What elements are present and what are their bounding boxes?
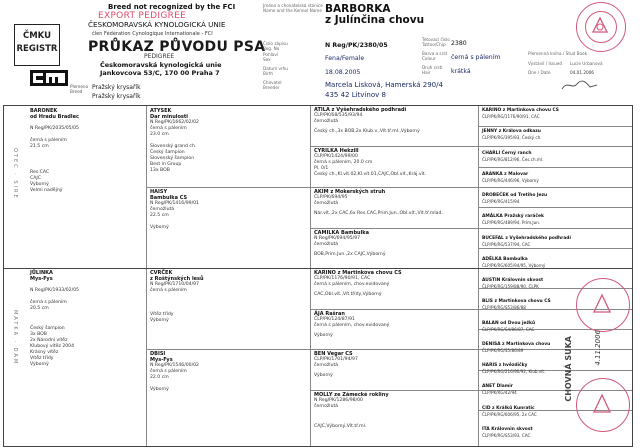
gen1-sire-kennel: od Hradu Bradlec — [30, 114, 79, 120]
issued-value: Lucie Urbanová — [570, 61, 603, 66]
gen3-5-reg: ČLP/PK/124/87/91 — [314, 317, 355, 322]
gen4-3-name: ARANKA z Malovar — [482, 171, 529, 177]
club-line-2: Jankovcova 53/C, 170 00 Praha 7 — [100, 69, 220, 77]
gen3-4-name: KARINO z Martinkova chovu CS — [314, 270, 402, 276]
gen1-dam-size: 20.5 cm — [30, 306, 49, 311]
pedigree-table — [3, 105, 633, 447]
gen4-13-name: ANET Dlamir — [482, 384, 513, 390]
gen2-2-color: černá s pálením — [150, 288, 187, 293]
gen4-11-name: DENISA z Martinkova chovu — [482, 341, 551, 347]
gen3-4-reg: ČLP/PK/1176/90/91, CAC — [314, 276, 371, 281]
gen3-2-titles: Nár.vít.,2x CAC,6x Res.CAC,Prim.Jun.,Obl.vít.,Vít.tř.mlad. — [314, 211, 443, 216]
dob-value: 18.08.2005 — [325, 69, 361, 76]
gen4-7 — [482, 257, 578, 269]
gen2-3-name: DBISI — [150, 351, 166, 357]
gen2-2-kennel: z Roštýnských lesů — [150, 276, 204, 282]
hair-value: krátká — [451, 68, 471, 75]
gen2-3-color: černá s pálením — [150, 369, 187, 374]
gen3-7-color: černožlutá — [314, 404, 339, 409]
gen4-14-reg: ČLP/PK/RG/606/95, 2x CAC — [482, 411, 537, 417]
gen3-0-name: ATILA z Vyšehradského podhradí — [314, 107, 407, 113]
gen2-3-titles: Výborný — [150, 387, 169, 392]
gen2-0-kennel: Dar minulosti — [150, 114, 189, 120]
gen4-2-name: CHARLI Černý ranch — [482, 150, 532, 156]
gen3-1-name: CYRILKA Hekzill — [314, 148, 359, 154]
gen2-sire-sire — [150, 108, 306, 174]
gen4-5-reg: ČLP/PK/RG/489/94, Prim.Jun. — [482, 220, 541, 226]
gen3-4 — [314, 270, 474, 298]
gen4-1-reg: ČLP/PK/RG/395/93, Český ch. — [482, 135, 542, 141]
issued-label: Vystavil / Issued — [528, 61, 562, 66]
gen4-6 — [482, 236, 578, 248]
gen1-sire-titles: Res.CAC CAJC Výborný Velmi nadějný — [30, 170, 63, 193]
handwritten-date: 4.11.2006 — [594, 330, 602, 366]
gen3-5-titles: Výborný — [314, 333, 333, 338]
gen4-0 — [482, 108, 578, 120]
export-pedigree-stamp: EXPORT PEDIGREE — [98, 11, 187, 21]
date-label: Dne / Date — [528, 70, 551, 75]
gen4-0-reg: ČLP/PK/RG/1176/90/91, CAC — [482, 114, 540, 119]
gen3-4-color: černá s pálením, chov.evidovaný — [314, 282, 390, 287]
gen4-2 — [482, 151, 578, 163]
gen2-2-reg: N Reg/PK/1710/04/97 — [150, 282, 199, 287]
gen4-2-reg: ČLP/PK/RG/812/96, Čes.ch.ml. — [482, 156, 544, 162]
gen2-3-reg: N Reg/PK/1546/00/02 — [150, 363, 199, 368]
gen4-13-reg: ČLP/PK/RG/42/94 — [482, 390, 517, 396]
gen4-15 — [482, 427, 578, 439]
gen3-0-titles: Český ch.,3x BOB,2x Klub.v.,Vít.tř.ml.,Výborný — [314, 129, 420, 134]
gen3-3 — [314, 230, 474, 258]
sex-label: Pohlaví Sex — [263, 52, 278, 62]
issuer-signature — [560, 78, 600, 92]
gen2-1-reg: N Reg/PK/1416/99/01 — [150, 201, 199, 206]
gen2-1-name: HAISY — [150, 189, 168, 195]
reg-label: Číslo zápisu Reg. No — [263, 41, 288, 51]
stamp-emblem-icon — [588, 390, 616, 418]
gen1-sire-size: 21.5 cm — [30, 144, 49, 149]
gen3-1-titles: Pl. 0/1 Český ch.,Kl.vít.02,Kl.vít.01,CAJC,Obl.vít.,Kráj.vít. — [314, 166, 427, 177]
gen2-1-size: 22.5 cm — [150, 213, 169, 218]
studbook-label: Plemenná kniha / Stud Book — [528, 51, 588, 56]
gen3-7-titles: CAJC,Výborný,Vít.tř.ml. — [314, 424, 367, 429]
gen3-6-color: černožlutá — [314, 363, 339, 368]
gen1-sire-reg: N Reg/PK/2035/05/05 — [30, 126, 79, 131]
breed-value: Pražský krysařík — [92, 84, 141, 91]
cmku-registr-badge — [14, 24, 60, 66]
gen4-8-reg: ČLP/PK/RG/159/88/90, ČLPK — [482, 284, 539, 289]
gen4-9 — [482, 299, 578, 311]
gen3-3-reg: N Reg/PK/694/95/97 — [314, 236, 361, 241]
gen3-3-color: černožlutá — [314, 242, 339, 247]
gen4-14 — [482, 406, 578, 418]
gen4-15-reg: ČLP/PK/RG/S53/93, CAC — [482, 432, 531, 438]
gen3-6-name: BEN Vegar CS — [314, 351, 353, 357]
gen3-7-name: MOLLY ze Zámecké rokliny — [314, 392, 389, 398]
dog-name — [325, 4, 424, 26]
sex-value: Fena/Female — [325, 55, 365, 62]
gen3-3-name: CAMILKA Bambulka — [314, 230, 369, 236]
gen4-4-name: DROBEČEK od Tretiho Jezu — [482, 193, 548, 198]
gen4-7-name: ADÉLKA Bambulka — [482, 256, 528, 262]
gen4-9-name: BLIS z Martinkova chovu CS — [482, 299, 551, 305]
tattoo-number: 2380 — [451, 40, 467, 47]
sire-side-label: OTEC · SIRE — [12, 148, 18, 200]
gen1-dam-color: černá s pálením — [30, 300, 67, 305]
gen2-0-reg: N Reg/PK/1662/02/02 — [150, 120, 199, 125]
gen3-5-name: ÁJA Rašran — [314, 311, 345, 317]
gen2-0-size: 23.0 cm — [150, 132, 169, 137]
gen1-sire-name: BARONEK — [30, 108, 58, 114]
gen3-7 — [314, 392, 474, 430]
hair-label: Druh srsti Hair — [422, 65, 443, 75]
gen4-0-name: KARINO z Martinkova chovu CS — [482, 108, 559, 113]
breeder-label: Chovatel Breeder — [263, 80, 282, 90]
gen1-dam-titles: Český šampion 3x BOB 2x Národní vítěz Klubový vítěz 2004 Krásný vítěz Vítěz třídy Výborný — [30, 326, 75, 367]
gen4-5-name: AMÁLKA Pražský raráček — [482, 214, 544, 220]
gen2-0-color: černá s pálením — [150, 126, 187, 131]
gen3-5 — [314, 311, 474, 339]
gen2-sire-dam — [150, 189, 306, 231]
gen3-1-reg: ČLP/PK/1424/99/00 — [314, 154, 358, 159]
gen3-1-color: černá s pálením, 20.0 cm — [314, 160, 373, 165]
breeding-female-stamp-text: CHOVNÁ SUKA — [564, 336, 573, 402]
gen4-11-reg: ČLP/PK/RG/S5/86/89 — [482, 347, 524, 353]
gen3-6-titles: Výborný — [314, 373, 333, 378]
club-line-1: Českomoravská kynologická unie — [100, 61, 222, 69]
date-value: 04.01.2006 — [570, 70, 594, 75]
gen4-15-name: ITA Královnin skvost — [482, 426, 533, 432]
gen1-dam — [30, 270, 142, 368]
cmku-logo — [30, 68, 68, 88]
gen4-3 — [482, 172, 578, 184]
gen1-dam-name: JŮLINKA — [30, 270, 53, 276]
gen3-5-color: černá s pálením, chov.evidovaný — [314, 323, 390, 328]
gen4-7-reg: ČLP/PK/RG/605/94/95, Výborný — [482, 262, 546, 268]
gen2-1-color: černožlutá — [150, 207, 175, 212]
gen3-4-titles: CAC,Obl.vít.,Vít.třídy,Výborný — [314, 292, 382, 297]
gen3-6 — [314, 351, 474, 379]
gen4-10-name: BALAN od Dvou ježků — [482, 320, 536, 326]
fci-membership: člen Fédération Cynologique Internationale - FCI — [92, 31, 213, 37]
gen4-5 — [482, 214, 578, 226]
gen4-4 — [482, 193, 578, 205]
gen4-14-name: CID z Králků Kunratic — [482, 405, 535, 411]
gen2-3-kennel: Mys-Fys — [150, 357, 173, 363]
color-value: černá s pálením — [451, 54, 501, 61]
gen4-1 — [482, 129, 578, 141]
breeder-address-2: 435 42 Litvínov 8 — [325, 91, 386, 99]
gen2-1-kennel: Bambulka CS — [150, 195, 188, 201]
gen2-2-titles: Vítěz třídy Výborný — [150, 312, 174, 323]
document-title: PRŮKAZ PŮVODU PSA — [88, 39, 266, 55]
gen3-0-color: černožlutá — [314, 119, 339, 124]
gen4-10-reg: ČLP/PK/RG/S4/86/87, CAC — [482, 326, 535, 332]
stamp-emblem-icon — [588, 14, 612, 38]
gen2-0-titles: Slovenský grand ch. Český šampion Slovenský šampion Best in Group 13x BOB — [150, 144, 197, 173]
gen3-0-reg: ČLP/PK/68/535/93/94 — [314, 113, 363, 118]
gen4-10 — [482, 321, 578, 333]
color-label: Barva a srst Colour — [422, 51, 448, 61]
gen1-dam-kennel: Mys-Fys — [30, 276, 53, 282]
reg-number: N Reg/PK/2380/05 — [325, 42, 388, 49]
gen3-3-titles: BOB,Prim.Jun.,2x CAJC,Výborný — [314, 252, 386, 257]
gen3-7-reg: N Reg/PK/1286/98/00 — [314, 398, 363, 403]
gen4-3-reg: ČLP/PK/RG/446/96, Výborný — [482, 177, 539, 183]
gen4-12-name: HARIS z hvězdičky — [482, 363, 528, 368]
breed-not-recognized-note: Breed not recognized by the FCI — [108, 3, 236, 11]
dog-name-line-2: z Julínčina chovu — [325, 14, 425, 26]
gen3-1 — [314, 148, 474, 178]
gen4-1-name: JENNY z Králova odkazu — [482, 129, 541, 135]
gen3-2 — [314, 189, 474, 217]
gen4-6-name: BUCEFAL z Vyšehradského podhradí — [482, 235, 571, 241]
gen1-dam-reg: N Reg/PK/1933/02/05 — [30, 288, 79, 293]
gen3-0 — [314, 107, 474, 135]
gen4-8 — [482, 278, 578, 290]
gen4-8-name: AUSTIN Královnin skvost — [482, 278, 544, 283]
badge-line-2: REGISTR — [16, 44, 58, 54]
gen2-0-name: ATYSEK — [150, 108, 172, 114]
gen3-2-reg: ČLP/PK/694/95 — [314, 195, 348, 200]
gen2-1-titles: Výborný — [150, 225, 169, 230]
dam-side-label: MATKA · DAM — [12, 310, 18, 366]
stamp-emblem-icon — [588, 290, 616, 318]
gen1-sire — [30, 108, 142, 194]
name-label: Jméno a chovatelská stanice Name and the Kennel Name — [263, 3, 323, 13]
gen4-12-reg: ČLP/PK/RG/216/90/92, Klub.vít. — [482, 369, 546, 374]
gen2-dam-dam — [150, 351, 306, 393]
gen4-9-reg: ČLP/PK/RG/S53/86/88 — [482, 305, 526, 311]
gen1-sire-color: černá s pálením — [30, 138, 67, 143]
document-subtitle: PEDIGREE — [144, 53, 175, 60]
gen4-6-reg: ČLP/PK/RG/537/94, CAC — [482, 241, 531, 247]
breed-value-en: Pražský krysařík — [92, 93, 141, 100]
gen2-dam-sire — [150, 270, 306, 324]
dob-label: Datum vrhu Birth — [263, 66, 288, 76]
gen4-4-reg: ČLP/PK/RG/415/94 — [482, 199, 520, 204]
badge-line-1: ČMKU — [22, 31, 52, 41]
union-name: ČESKOMORAVSKÁ KYNOLOGICKÁ UNIE — [88, 20, 226, 29]
breeder-address: Marcela Lisková, Hamerská 290/4 — [325, 81, 443, 89]
tattoo-label: Tetovací číslo Tattoo/Chip — [422, 37, 450, 47]
gen2-3-size: 22.0 cm — [150, 375, 169, 380]
breed-label: Plemeno Breed — [70, 84, 89, 94]
gen3-2-color: černožlutá — [314, 201, 339, 206]
gen2-2-name: CVRČEK — [150, 270, 173, 276]
club-address — [100, 61, 222, 77]
gen3-2-name: AKIM z Mokerských struh — [314, 189, 386, 195]
dog-name-line-1: BARBORKA — [325, 3, 391, 15]
gen3-6-reg: ČLP/PK/1701/94/97 — [314, 357, 358, 362]
